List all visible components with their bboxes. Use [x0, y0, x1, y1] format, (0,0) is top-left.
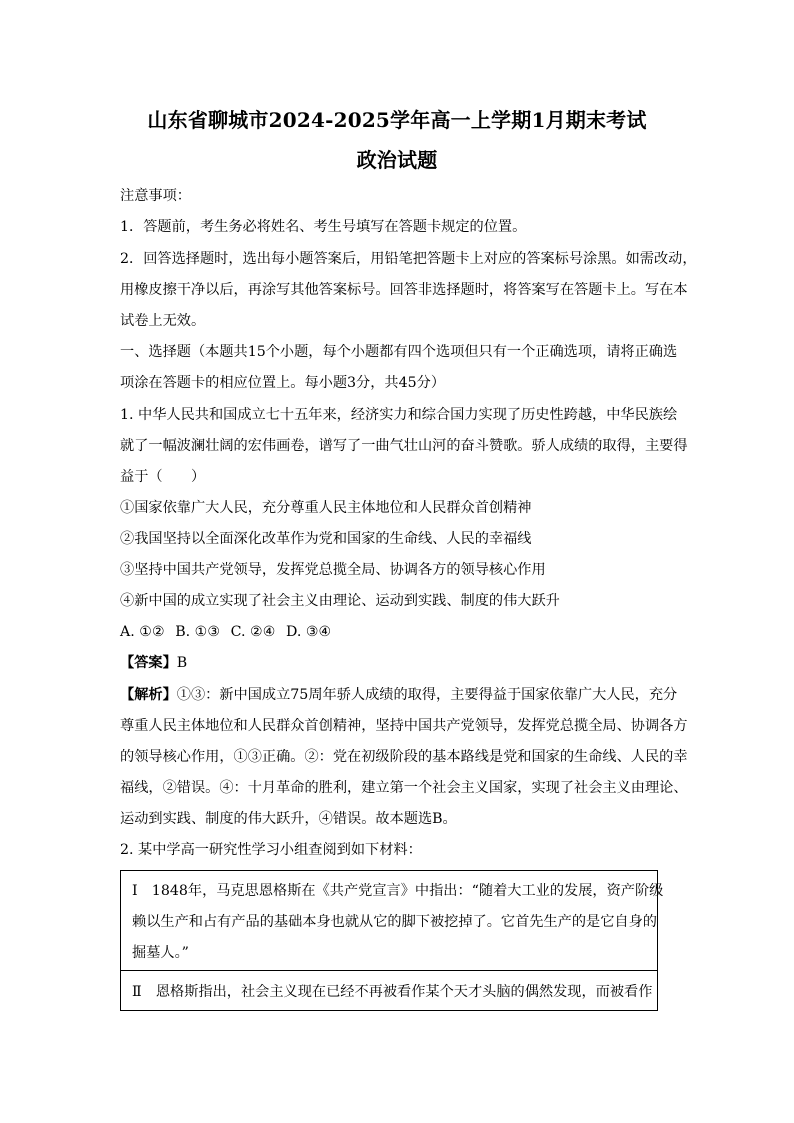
q2-material-row1-line2: 赖以生产和占有产品的基础本身也就从它的脚下被挖掉了。它首先生产的是它自身的 [132, 914, 657, 930]
q1-analysis-line-4: 福线，②错误。④：十月革命的胜利，建立第一个社会主义国家，实现了社会主义由理论、 [120, 780, 688, 796]
q1-analysis-line-1 [120, 685, 677, 705]
q1-statement-2: ②我国坚持以全面深化改革作为党和国家的生命线、人民的幸福线 [120, 531, 532, 547]
notes-item-2: 2．回答选择题时，选出每小题答案后，用铅笔把答题卡上对应的答案标号涂黑。如需改动， [120, 251, 697, 267]
q2-material-row2-line1: Ⅱ 恩格斯指出，社会主义现在已经不再被看作某个天才头脑的偶然发现，而被看作 [132, 984, 653, 1000]
q1-answer [120, 653, 187, 673]
q2-material-row1-line1: Ⅰ 1848年，马克思恩格斯在《共产党宣言》中指出：“随着大工业的发展，资产阶级 [132, 883, 664, 899]
q1-answer-value: B [176, 655, 188, 671]
q1-analysis-label: 【解析】 [120, 687, 177, 703]
q1-statement-3: ③坚持中国共产党领导，发挥党总揽全局、协调各方的领导核心作用 [120, 562, 546, 578]
section-heading: 一、选择题（本题共15个小题，每个小题都有四个选项但只有一个正确选项，请将正确选 [120, 344, 678, 360]
q1-analysis-text-1: ①③：新中国成立75周年骄人成绩的取得，主要得益于国家依靠广大人民，充分 [176, 687, 678, 703]
q1-statement-4: ④新中国的成立实现了社会主义由理论、运动到实践、制度的伟大跃升 [120, 593, 560, 609]
q2-material-row-divider [121, 970, 657, 971]
q1-options [120, 622, 337, 642]
q1-stem-line-1: 1. 中华人民共和国成立七十五年来，经济实力和综合国力实现了历史性跨越，中华民族绘 [120, 407, 678, 423]
q1-option-c: C. ②④ [230, 624, 276, 640]
q1-analysis-line-3: 的领导核心作用，①③正确。②：党在初级阶段的基本路线是党和国家的生命线、人民的幸 [120, 749, 688, 765]
q1-stem-line-3: 益于（ ） [120, 469, 206, 485]
q2-material-table [120, 870, 664, 1011]
notes-heading: 注意事项： [120, 188, 191, 204]
notes-item-1: 1．答题前，考生务必将姓名、考生号填写在答题卡规定的位置。 [120, 219, 527, 235]
q2-stem: 2. 某中学高一研究性学习小组查阅到如下材料： [120, 842, 422, 858]
q1-analysis-line-2: 尊重人民主体地位和人民群众首创精神，坚持中国共产党领导，发挥党总揽全局、协调各方 [120, 718, 688, 734]
exam-title: 山东省聊城市2024-2025学年高一上学期1月期末考试 [147, 108, 647, 132]
notes-item-2-end: 试卷上无效。 [120, 313, 206, 329]
q2-material-row1-line3: 掘墓人。” [132, 945, 189, 961]
q1-analysis-line-5: 运动到实践、制度的伟大跃升，④错误。故本题选B。 [120, 811, 457, 827]
q1-option-a: A. ①② [120, 624, 165, 640]
q1-stem-line-2: 就了一幅波澜壮阔的宏伟画卷，谱写了一曲气壮山河的奋斗赞歌。骄人成绩的取得，主要得 [120, 438, 688, 454]
q1-answer-label: 【答案】 [120, 655, 177, 671]
q1-option-b: B. ①③ [175, 624, 221, 640]
section-heading-cont: 项涂在答题卡的相应位置上。每小题3分，共45分） [120, 375, 446, 391]
q1-statement-1: ①国家依靠广大人民，充分尊重人民主体地位和人民群众首创精神 [120, 500, 532, 516]
notes-item-2-cont: 用橡皮擦干净以后，再涂写其他答案标号。回答非选择题时，将答案写在答题卡上。写在本 [120, 282, 688, 298]
exam-subtitle: 政治试题 [356, 148, 438, 172]
q1-option-d: D. ③④ [285, 624, 332, 640]
